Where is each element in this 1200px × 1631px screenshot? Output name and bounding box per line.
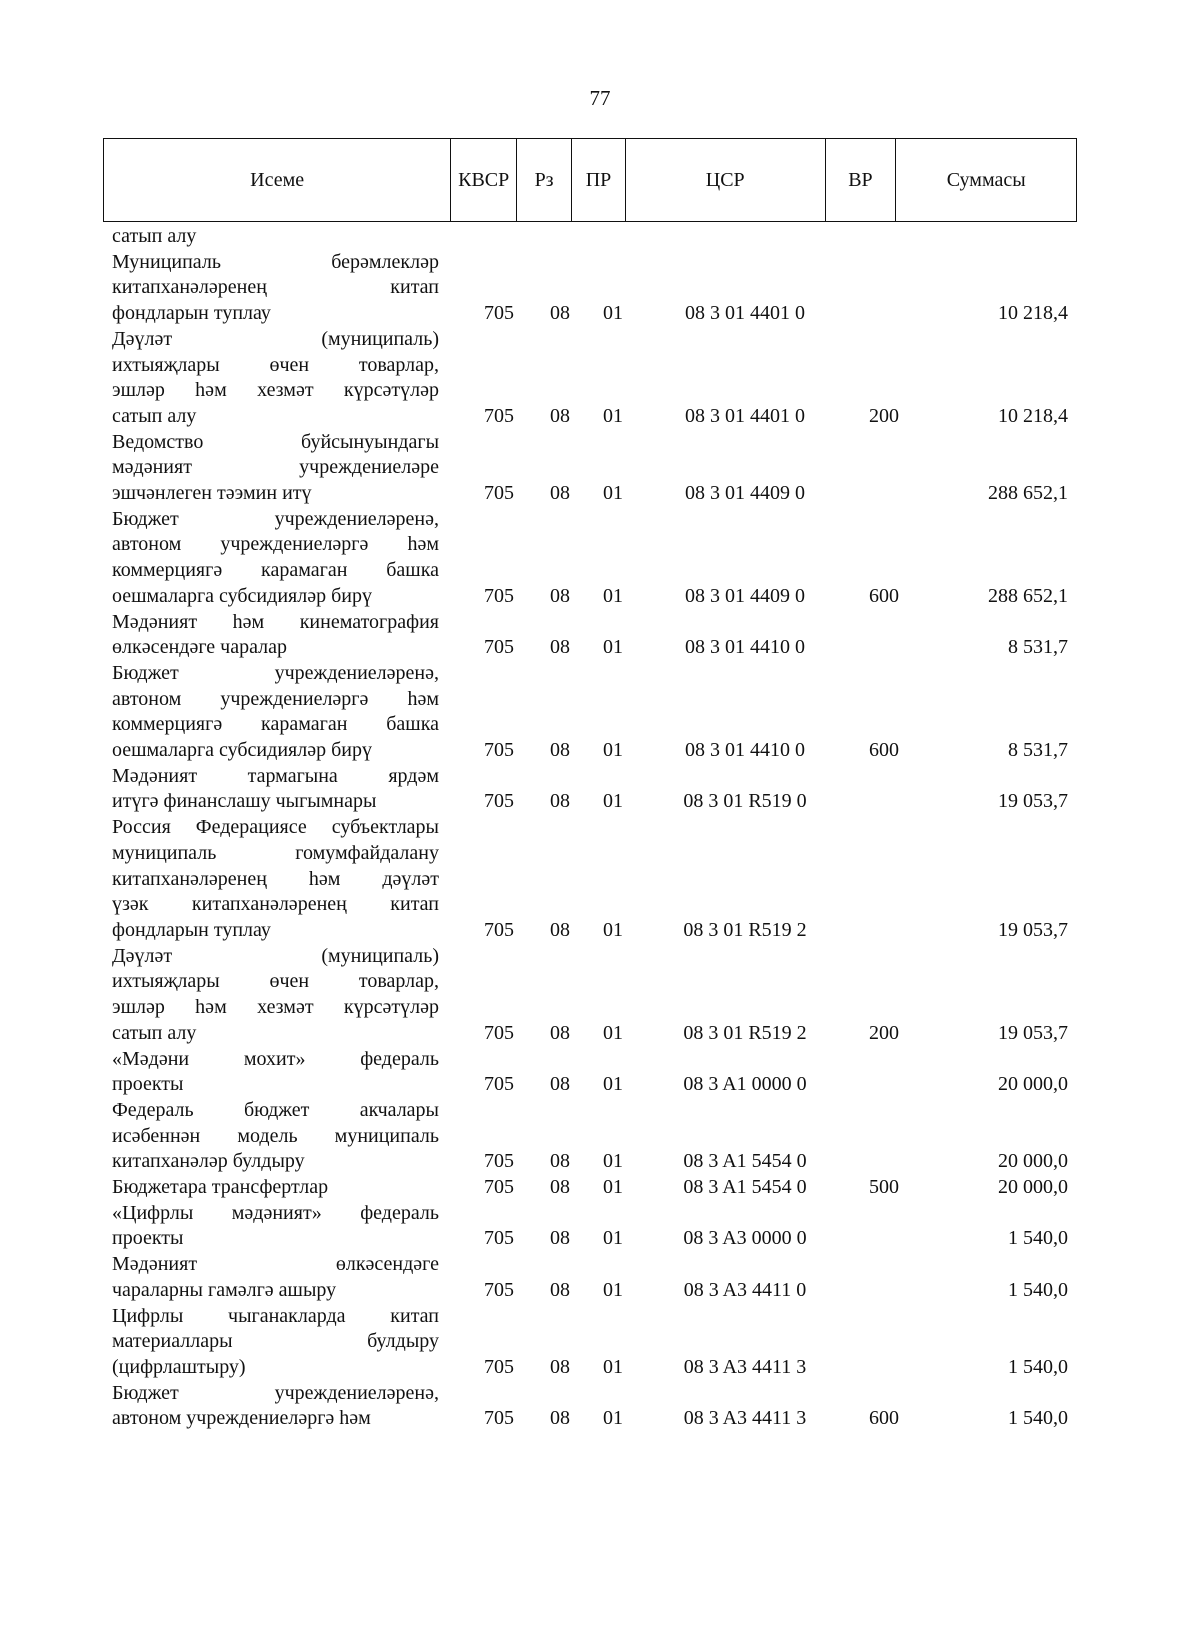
cell-rz: 08 xyxy=(550,1150,570,1173)
header-name: Исеме xyxy=(104,139,451,221)
row-name-line: Мәдәният өлкәсендәге xyxy=(112,1253,439,1276)
cell-csr: 08 3 A1 5454 0 xyxy=(683,1176,807,1199)
cell-sum: 20 000,0 xyxy=(998,1176,1068,1199)
cell-kvsr: 705 xyxy=(484,1021,514,1044)
row-name xyxy=(112,430,439,507)
row-name-line: чараларны гамәлгә ашыру xyxy=(112,1278,337,1301)
cell-rz: 08 xyxy=(550,1355,570,1378)
row-name-line: үзәк китапханәләренең китап xyxy=(112,893,439,916)
cell-kvsr: 705 xyxy=(484,790,514,813)
row-name-line: фондларын туплау xyxy=(112,918,271,941)
row-name-line: «Цифрлы мәдәният» федераль xyxy=(112,1201,439,1224)
row-name-line: Бюджет учреждениеләренә, xyxy=(112,661,439,684)
row-name-line: өлкәсендәге чаралар xyxy=(112,636,287,659)
row-name-line: «Мәдәни мохит» федераль xyxy=(112,1047,439,1070)
cell-sum: 10 218,4 xyxy=(998,302,1068,325)
row-name-line: итүгә финанслашу чыгымнары xyxy=(112,790,377,813)
cell-csr: 08 3 01 4410 0 xyxy=(685,739,805,762)
row-name-line: Россия Федерациясе субъектлары xyxy=(112,816,439,839)
cell-pr: 01 xyxy=(603,1176,623,1199)
cell-kvsr: 705 xyxy=(484,1176,514,1199)
table-row xyxy=(112,944,1072,1047)
row-name-line: Бюджетара трансфертлар xyxy=(112,1176,329,1199)
cell-vr: 200 xyxy=(869,404,899,427)
row-name xyxy=(112,327,439,430)
table-body xyxy=(112,224,1072,1432)
cell-sum: 19 053,7 xyxy=(998,918,1068,941)
cell-kvsr: 705 xyxy=(484,584,514,607)
cell-rz: 08 xyxy=(550,1176,570,1199)
cell-rz: 08 xyxy=(550,1407,570,1430)
row-name xyxy=(112,1098,439,1175)
row-name-line: Дәүләт (муниципаль) xyxy=(112,327,439,350)
row-name-line: ихтыяҗлары өчен товарлар, xyxy=(112,970,439,993)
table-row xyxy=(112,610,1072,661)
row-name-line: автоном учреждениеләргә һәм xyxy=(112,687,439,710)
cell-sum: 288 652,1 xyxy=(988,482,1068,505)
page-number: 77 xyxy=(589,86,611,110)
row-name-line: сатып алу xyxy=(112,1021,197,1044)
cell-csr: 08 3 01 4409 0 xyxy=(685,584,805,607)
row-name-line: автоном учреждениеләргә һәм xyxy=(112,1407,371,1430)
header-vr: ВР xyxy=(826,139,897,221)
cell-vr: 600 xyxy=(869,739,899,762)
table-row xyxy=(112,224,1072,250)
table-row xyxy=(112,507,1072,610)
row-name-line: оешмаларга субсидияләр бирү xyxy=(112,584,372,607)
row-name-line: оешмаларга субсидияләр бирү xyxy=(112,739,372,762)
table-row xyxy=(112,1252,1072,1303)
row-name-line: Цифрлы чыганакларда китап xyxy=(112,1304,439,1327)
cell-rz: 08 xyxy=(550,918,570,941)
cell-csr: 08 3 A1 0000 0 xyxy=(683,1073,807,1096)
cell-csr: 08 3 01 4401 0 xyxy=(685,302,805,325)
row-name-line: автоном учреждениеләргә һәм xyxy=(112,533,439,556)
cell-vr: 600 xyxy=(869,1407,899,1430)
cell-csr: 08 3 A3 0000 0 xyxy=(683,1227,807,1250)
row-name-line: сатып алу xyxy=(112,404,197,427)
cell-vr: 500 xyxy=(869,1176,899,1199)
cell-pr: 01 xyxy=(603,1150,623,1173)
row-name xyxy=(112,250,439,327)
cell-vr: 200 xyxy=(869,1021,899,1044)
cell-pr: 01 xyxy=(603,739,623,762)
header-csr: ЦСР xyxy=(626,139,826,221)
cell-pr: 01 xyxy=(603,636,623,659)
cell-rz: 08 xyxy=(550,302,570,325)
cell-kvsr: 705 xyxy=(484,1407,514,1430)
cell-kvsr: 705 xyxy=(484,1150,514,1173)
cell-kvsr: 705 xyxy=(484,1355,514,1378)
cell-sum: 1 540,0 xyxy=(1008,1278,1068,1301)
row-name-line: Дәүләт (муниципаль) xyxy=(112,944,439,967)
cell-pr: 01 xyxy=(603,790,623,813)
cell-vr: 600 xyxy=(869,584,899,607)
table-row xyxy=(112,1381,1072,1432)
cell-csr: 08 3 A3 4411 3 xyxy=(683,1407,807,1430)
cell-csr: 08 3 01 R519 2 xyxy=(683,1021,807,1044)
cell-pr: 01 xyxy=(603,1278,623,1301)
header-kvsr: КВСР xyxy=(451,139,517,221)
row-name xyxy=(112,661,439,764)
cell-sum: 20 000,0 xyxy=(998,1150,1068,1173)
cell-rz: 08 xyxy=(550,790,570,813)
cell-csr: 08 3 01 4410 0 xyxy=(685,636,805,659)
row-name-line: фондларын туплау xyxy=(112,302,271,325)
cell-sum: 20 000,0 xyxy=(998,1073,1068,1096)
cell-csr: 08 3 A3 4411 3 xyxy=(683,1355,807,1378)
row-name-line: Бюджет учреждениеләренә, xyxy=(112,507,439,530)
cell-sum: 1 540,0 xyxy=(1008,1355,1068,1378)
row-name xyxy=(112,1381,439,1432)
row-name-line: эшләр һәм хезмәт күрсәтүләр xyxy=(112,379,439,402)
row-name-line: исәбеннән модель муниципаль xyxy=(112,1124,439,1147)
cell-sum: 10 218,4 xyxy=(998,404,1068,427)
table-row xyxy=(112,1304,1072,1381)
cell-pr: 01 xyxy=(603,1407,623,1430)
row-name-line: китапханәләр булдыру xyxy=(112,1150,305,1173)
cell-pr: 01 xyxy=(603,302,623,325)
row-name-line: Бюджет учреждениеләренә, xyxy=(112,1381,439,1404)
row-name-line: муниципаль гомумфайдалану xyxy=(112,841,439,864)
cell-sum: 1 540,0 xyxy=(1008,1227,1068,1250)
cell-kvsr: 705 xyxy=(484,302,514,325)
row-name xyxy=(112,610,439,661)
cell-kvsr: 705 xyxy=(484,739,514,762)
table-row xyxy=(112,1098,1072,1175)
row-name-line: сатып алу xyxy=(112,225,197,247)
row-name xyxy=(112,507,439,610)
row-name-line: Федераль бюджет акчалары xyxy=(112,1098,439,1121)
table-row xyxy=(112,1175,1072,1201)
row-name-line: эшләр һәм хезмәт күрсәтүләр xyxy=(112,996,439,1019)
cell-sum: 8 531,7 xyxy=(1008,636,1068,659)
cell-sum: 288 652,1 xyxy=(988,584,1068,607)
table-header xyxy=(103,138,1077,222)
cell-pr: 01 xyxy=(603,584,623,607)
cell-csr: 08 3 01 4401 0 xyxy=(685,404,805,427)
cell-kvsr: 705 xyxy=(484,1073,514,1096)
row-name-line: коммерциягә карамаган башка xyxy=(112,713,439,736)
row-name-line: проекты xyxy=(112,1073,184,1096)
cell-rz: 08 xyxy=(550,404,570,427)
cell-rz: 08 xyxy=(550,1278,570,1301)
cell-sum: 19 053,7 xyxy=(998,1021,1068,1044)
row-name xyxy=(112,1201,439,1252)
row-name-line: коммерциягә карамаган башка xyxy=(112,559,439,582)
row-name-line: ихтыяҗлары өчен товарлар, xyxy=(112,353,439,376)
cell-sum: 1 540,0 xyxy=(1008,1407,1068,1430)
cell-csr: 08 3 01 4409 0 xyxy=(685,482,805,505)
table-row xyxy=(112,1047,1072,1098)
cell-kvsr: 705 xyxy=(484,1227,514,1250)
row-name xyxy=(112,1304,439,1381)
table-row xyxy=(112,1201,1072,1252)
row-name xyxy=(112,1175,439,1201)
table-row xyxy=(112,430,1072,507)
cell-csr: 08 3 01 R519 2 xyxy=(683,918,807,941)
table-row xyxy=(112,815,1072,944)
table-row xyxy=(112,327,1072,430)
row-name-line: китапханәләренең китап xyxy=(112,276,439,299)
row-name xyxy=(112,1047,439,1098)
cell-pr: 01 xyxy=(603,1355,623,1378)
cell-kvsr: 705 xyxy=(484,482,514,505)
row-name-line: Мәдәният тармагына ярдәм xyxy=(112,764,439,787)
header-pr: ПР xyxy=(572,139,626,221)
row-name xyxy=(112,1252,439,1303)
row-name xyxy=(112,944,439,1047)
cell-rz: 08 xyxy=(550,1073,570,1096)
row-name-line: Муниципаль берәмлекләр xyxy=(112,250,439,273)
cell-sum: 19 053,7 xyxy=(998,790,1068,813)
row-name-line: эшчәнлеген тәэмин итү xyxy=(112,482,312,505)
row-name-line: Ведомство буйсынуындагы xyxy=(112,430,439,453)
cell-pr: 01 xyxy=(603,1021,623,1044)
cell-pr: 01 xyxy=(603,404,623,427)
cell-rz: 08 xyxy=(550,584,570,607)
cell-rz: 08 xyxy=(550,636,570,659)
table-row xyxy=(112,250,1072,327)
cell-kvsr: 705 xyxy=(484,636,514,659)
header-rz: Рз xyxy=(517,139,572,221)
row-name-line: (цифрлаштыру) xyxy=(112,1355,246,1378)
row-name-line: Мәдәният һәм кинематография xyxy=(112,610,439,633)
cell-sum: 8 531,7 xyxy=(1008,739,1068,762)
header-sum: Суммасы xyxy=(946,168,1026,191)
cell-rz: 08 xyxy=(550,1021,570,1044)
table-row xyxy=(112,661,1072,764)
cell-rz: 08 xyxy=(550,739,570,762)
cell-pr: 01 xyxy=(603,1073,623,1096)
row-name-line: китапханәләренең һәм дәүләт xyxy=(112,867,439,890)
cell-pr: 01 xyxy=(603,918,623,941)
cell-kvsr: 705 xyxy=(484,404,514,427)
row-name-line: материаллары булдыру xyxy=(112,1330,439,1353)
cell-rz: 08 xyxy=(550,1227,570,1250)
cell-csr: 08 3 A3 4411 0 xyxy=(683,1278,807,1301)
cell-rz: 08 xyxy=(550,482,570,505)
cell-csr: 08 3 A1 5454 0 xyxy=(683,1150,807,1173)
cell-pr: 01 xyxy=(603,482,623,505)
row-name xyxy=(112,815,439,944)
cell-kvsr: 705 xyxy=(484,918,514,941)
cell-pr: 01 xyxy=(603,1227,623,1250)
table-row xyxy=(112,764,1072,815)
cell-kvsr: 705 xyxy=(484,1278,514,1301)
cell-csr: 08 3 01 R519 0 xyxy=(683,790,807,813)
row-name-line: проекты xyxy=(112,1227,184,1250)
row-name xyxy=(112,764,439,815)
row-name xyxy=(112,224,439,250)
row-name-line: мәдәният учреждениеләре xyxy=(112,456,439,479)
